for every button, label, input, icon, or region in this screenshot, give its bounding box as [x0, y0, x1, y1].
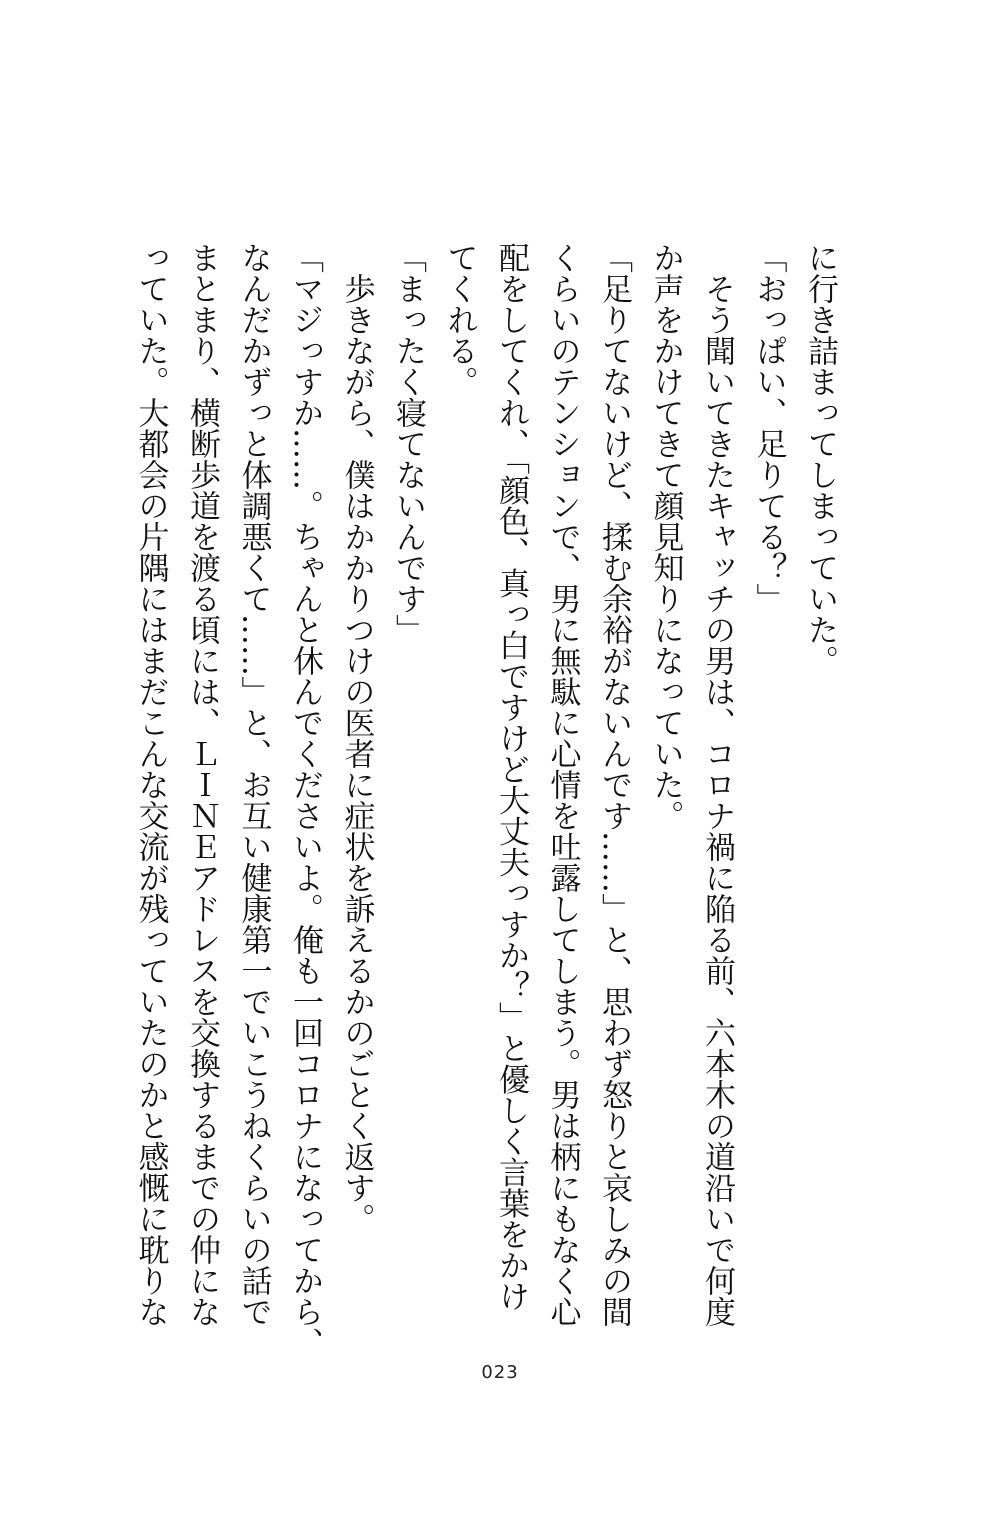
- text-line: そう聞いてきたキャッチの男は、コロナ禍に陥る前、六本木の道沿いで何度: [699, 242, 735, 1327]
- text-line: 「足りてないけど、揉む余裕がないんです……」と、思わず怒りと哀しみの間: [596, 242, 632, 1327]
- text-line: てくれる。: [441, 242, 478, 397]
- text-line: なんだかずっと体調悪くて……」と、お互い健康第一でいこうねくらいの話で: [235, 242, 272, 1327]
- text-line: 「マジっすか……。ちゃんと休んでくださいよ。俺も一回コロナになってから、: [287, 242, 323, 1358]
- page-number: 023: [481, 1362, 519, 1383]
- text-line: っていた。大都会の片隅にはまだこんな交流が残っていたのかと感慨に耽りな: [132, 242, 169, 1327]
- text-line: に行き詰まってしまっていた。: [802, 242, 838, 676]
- text-line: 「おっぱい、足りてる？」: [750, 242, 787, 614]
- text-line: まとまり、横断歩道を渡る頃には、ＬＩＮＥアドレスを交換するまでの仲にな: [184, 242, 220, 1327]
- text-line: 歩きながら、僕はかかりつけの医者に症状を訴えるかのごとく返す。: [338, 242, 375, 1234]
- text-line: くらいのテンションで、男に無駄に心情を吐露してしまう。男は柄にもなく心: [544, 242, 581, 1327]
- text-line: 配をしてくれ、「顔色、真っ白ですけど大丈夫っすか？」と優しく言葉をかけ: [493, 242, 529, 1312]
- text-line: 「まったく寝てないんです」: [390, 242, 426, 645]
- vertical-text-block: [132, 242, 845, 1358]
- text-line: か声をかけてきて顔見知りになっていた。: [647, 242, 684, 831]
